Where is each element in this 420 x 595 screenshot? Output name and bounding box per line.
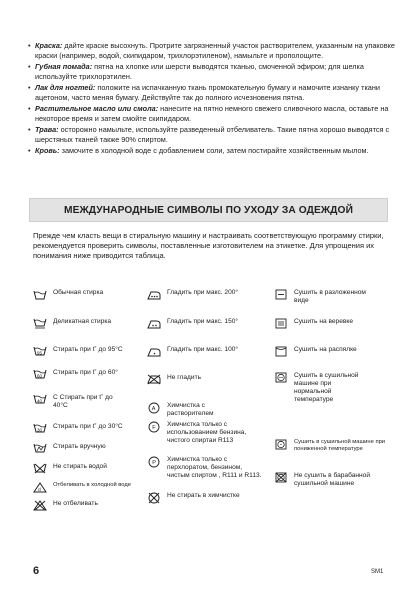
symbol-tumble-dry-normal: Сушить в сушильной машине при нормальной температуре	[274, 372, 369, 404]
symbol-hand-wash: Стирать вручную	[33, 443, 106, 454]
tip-lipstick: • Губная помада: пятна на хлопке или шерсти выводятся тканью, смоченной эфиром; для шелка используйте трихлорэтилен.	[28, 62, 364, 81]
symbol-wash-60: 60 Стирать при t˚ до 60°	[33, 369, 123, 380]
tip-oil-resin: • Растительное масло или смола: нанесите на пятно немного свежего сливочного масла, оставьте на некоторое время и затем смойте скипидаром.	[28, 104, 389, 123]
no-wash-icon	[33, 463, 47, 474]
symbol-dry-clean-p: P Химчистка только с перхлоратом, бензином, чистым спиртом , R111 и R113.	[147, 456, 265, 480]
tip-grass: • Трава: осторожно намыльте, используйте разведенный отбеливатель. Такие пятна хорошо выводятся с шерстяных тканей также 90% спиртом.	[28, 125, 390, 144]
page-number: 6	[33, 565, 40, 577]
symbol-no-bleach: Не отбеливать	[33, 500, 98, 511]
symbol-no-tumble-dry: Не сушить в барабанной сушильной машине	[274, 472, 384, 488]
svg-text:95: 95	[37, 350, 43, 356]
tip-nail-polish: • Лак для ногтей: положите на испачканную ткань промокательную бумагу и намочите изнанку ткани ацетоном, часто меняя бумагу. Действуйте так до полного исчезновения пятна.	[28, 83, 380, 102]
symbol-bleach-cold: cl Отбеливать в холодной воде	[33, 482, 131, 493]
symbol-tumble-dry-low: Сушить в сушильной машине при пониженной температуре	[274, 439, 388, 453]
bullet: •	[28, 104, 31, 113]
symbol-dry-clean-a: A Химчистка с растворителем	[147, 402, 247, 418]
tip-blood: • Кровь: замочите в холодной воде с добавлением соли, затем постирайте хозяйственным мылом.	[28, 146, 369, 155]
symbol-delicate-wash: Деликатная стирка	[33, 318, 111, 329]
svg-text:60: 60	[37, 373, 43, 379]
hand-wash-icon	[33, 443, 47, 454]
tumble-dry-low-icon	[274, 439, 288, 450]
iron-150-icon	[147, 318, 161, 329]
svg-text:A: A	[151, 405, 156, 412]
bullet: •	[28, 83, 31, 92]
symbol-dry-flat: Сушить в разложенном виде	[274, 289, 374, 305]
section-title-banner: МЕЖДУНАРОДНЫЕ СИМВОЛЫ ПО УХОДУ ЗА ОДЕЖДОЙ	[29, 198, 388, 222]
symbol-normal-wash: Обычная стирка	[33, 289, 103, 300]
svg-text:F: F	[152, 424, 156, 431]
no-iron-icon	[147, 374, 161, 385]
symbol-wash-40: 40 С Стирать при t˚ до 40°C	[33, 394, 128, 410]
symbol-no-dry-clean: Не стирать в химчистке	[147, 492, 240, 503]
symbol-no-iron: Не гладить	[147, 374, 201, 385]
symbol-wash-95: 95 Стирать при t˚ до 95°C	[33, 346, 123, 357]
dry-clean-a-icon	[147, 402, 161, 413]
symbol-hang-dry: Сушить на распялке	[274, 346, 357, 357]
bullet: •	[28, 62, 31, 71]
tumble-dry-normal-icon	[274, 372, 288, 383]
svg-text:40: 40	[37, 398, 43, 404]
symbol-iron-100: Гладить при макс. 100°	[147, 346, 238, 357]
svg-text:P: P	[152, 459, 156, 466]
no-bleach-icon	[33, 500, 47, 511]
dry-clean-p-icon	[147, 456, 161, 467]
wash-tub-icon	[33, 289, 47, 300]
symbol-line-dry: Сушить на веревке	[274, 318, 353, 329]
symbol-iron-200: Гладить при макс. 200°	[147, 289, 238, 300]
symbol-wash-30: 30 Стирать при t˚ до 30°C	[33, 423, 123, 434]
dry-clean-f-icon	[147, 421, 161, 432]
symbol-dry-clean-f: F Химчистка только с использованием бензина, чистого спиртаи R113	[147, 421, 263, 445]
iron-100-icon	[147, 346, 161, 357]
intro-paragraph: Прежде чем класть вещи в стиральную машину и настраивать соответствующую программу стирки, рекомендуется проверить символы, поставленные изготовителем на этикетке. Для упрощения их понимания ниже приводится таблица.	[33, 231, 384, 260]
wash-40-icon	[33, 394, 47, 405]
symbol-no-wash: Не стирать водой	[33, 463, 107, 474]
bullet: •	[28, 125, 31, 134]
bullet: •	[28, 41, 31, 50]
svg-text:30: 30	[37, 427, 43, 433]
line-dry-icon	[274, 318, 288, 329]
dry-flat-icon	[274, 289, 288, 300]
bleach-cold-icon	[33, 482, 47, 493]
hang-dry-icon	[274, 346, 288, 357]
stain-tips-list	[28, 41, 396, 157]
delicate-wash-icon	[33, 318, 47, 329]
svg-text:cl: cl	[38, 487, 42, 492]
symbol-iron-150: Гладить при макс. 150°	[147, 318, 238, 329]
bullet: •	[28, 146, 31, 155]
page-code: SM1	[371, 569, 384, 575]
wash-95-icon	[33, 346, 47, 357]
no-tumble-dry-icon	[274, 472, 288, 483]
wash-30-icon	[33, 423, 47, 434]
tip-paint: • Краска: дайте краске высохнуть. Протрите загрязненный участок растворителем, указанным на упаковке краски (например, водой, скипидаром, трихлорэтиленом), намыльте и прополощите.	[28, 41, 395, 60]
wash-60-icon	[33, 369, 47, 380]
iron-200-icon	[147, 289, 161, 300]
no-dry-clean-icon	[147, 492, 161, 503]
